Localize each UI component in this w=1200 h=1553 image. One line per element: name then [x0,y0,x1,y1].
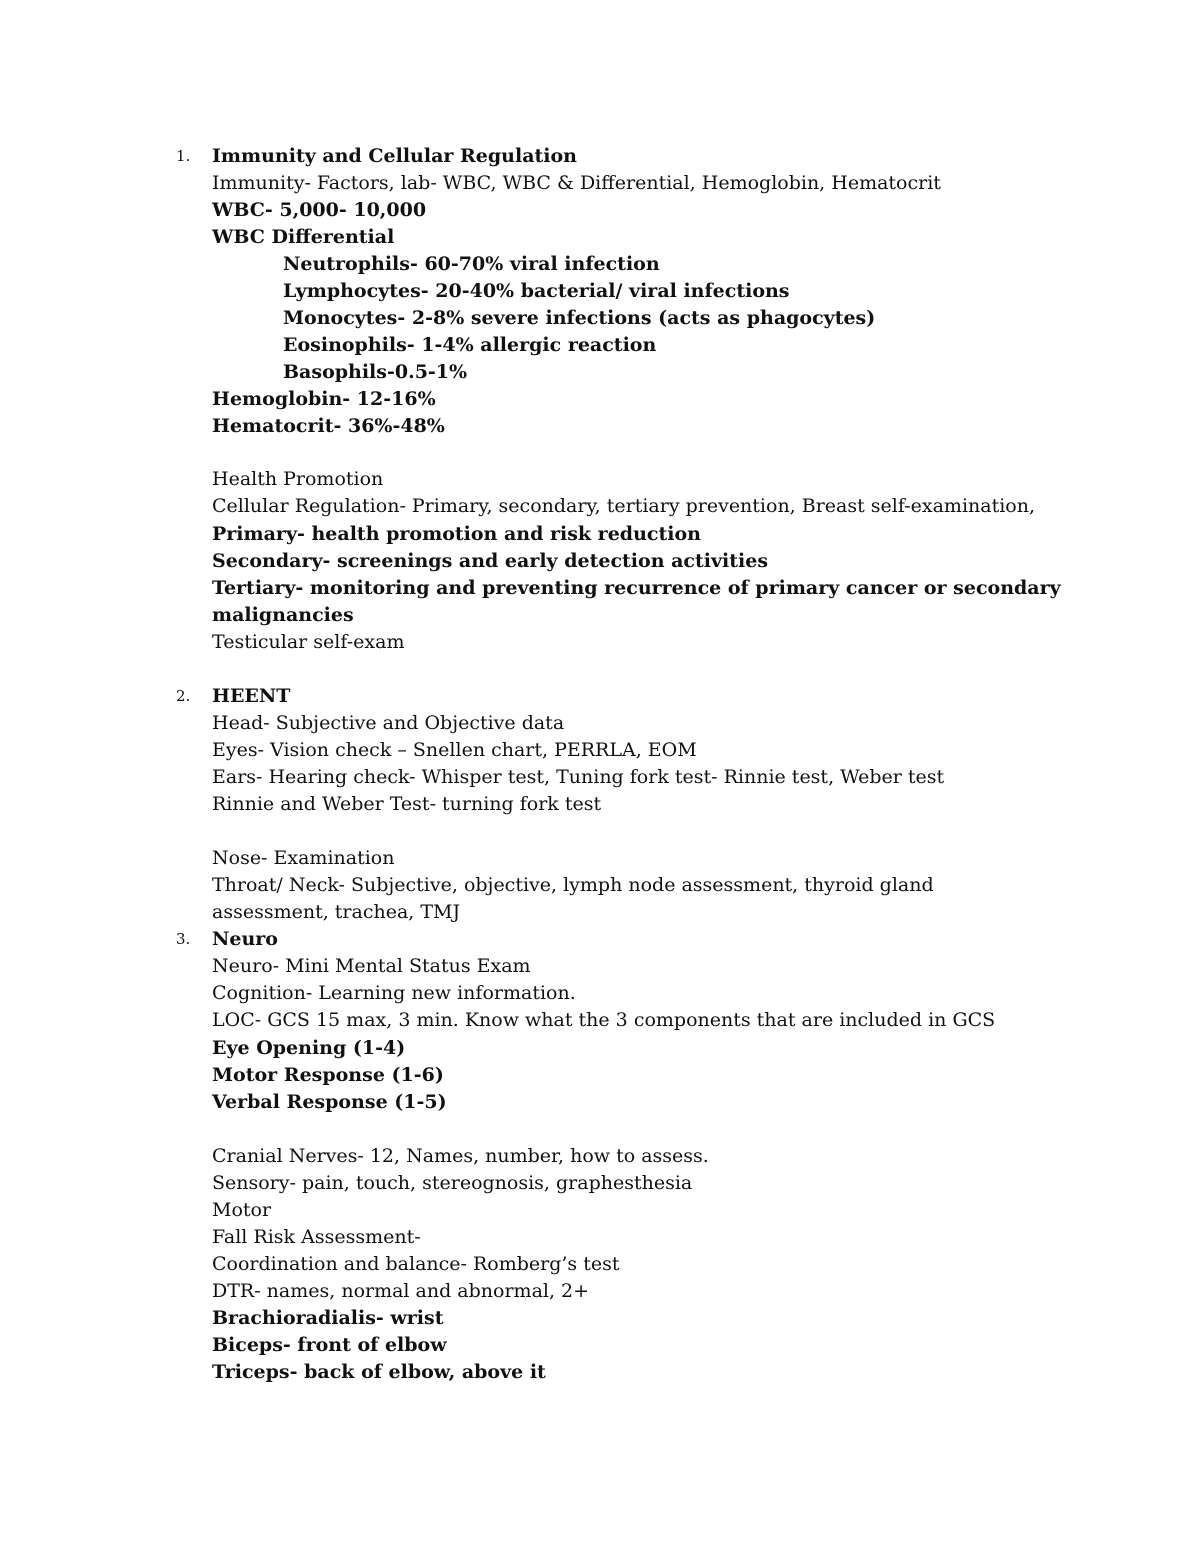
section-heading: HEENT [212,685,291,707]
text-line: Eye Opening (1-4) [212,1037,406,1059]
section-number: 1. [176,147,191,165]
text-line: Lymphocytes- 20-40% bacterial/ viral infections [283,280,790,302]
text-line: Secondary- screenings and early detection activities [212,550,769,572]
text-line: Eosinophils- 1-4% allergic reaction [283,334,657,356]
text-line: Neutrophils- 60-70% viral infection [283,253,660,275]
text-line: WBC Differential [212,226,395,248]
text-line: Testicular self-exam [212,631,405,653]
text-line: Motor [212,1199,272,1221]
section-heading: Immunity and Cellular Regulation [212,145,577,167]
text-line: Neuro- Mini Mental Status Exam [212,955,531,977]
text-line: Verbal Response (1-5) [212,1091,447,1113]
text-line: Rinnie and Weber Test- turning fork test [212,793,602,815]
text-line: Fall Risk Assessment- [212,1226,421,1248]
text-line: Head- Subjective and Objective data [212,712,565,734]
section-heading: Neuro [212,928,278,950]
text-line: Nose- Examination [212,847,395,869]
text-line: Eyes- Vision check – Snellen chart, PERRLA, EOM [212,739,697,761]
text-line: Monocytes- 2-8% severe infections (acts as phagocytes) [283,307,876,329]
text-line: Hemoglobin- 12-16% [212,388,436,410]
text-line: Primary- health promotion and risk reduction [212,523,701,545]
text-line: Immunity- Factors, lab- WBC, WBC & Differential, Hemoglobin, Hematocrit [212,172,941,194]
text-line: Hematocrit- 36%-48% [212,415,445,437]
text-line: Cellular Regulation- Primary, secondary, tertiary prevention, Breast self-examination, [212,495,1036,517]
text-line: Cranial Nerves- 12, Names, number, how to assess. [212,1145,709,1167]
text-line: Health Promotion [212,468,384,490]
section-number: 2. [176,687,191,705]
text-line: Triceps- back of elbow, above it [212,1361,546,1383]
text-line: Basophils-0.5-1% [283,361,468,383]
text-line: WBC- 5,000- 10,000 [212,199,427,221]
text-line: Brachioradialis- wrist [212,1307,444,1329]
text-line: Ears- Hearing check- Whisper test, Tuning fork test- Rinnie test, Weber test [212,766,945,788]
text-line: Biceps- front of elbow [212,1334,447,1356]
text-line: Tertiary- monitoring and preventing recurrence of primary cancer or secondary [212,577,1061,599]
section-number: 3. [176,930,191,948]
text-line: Coordination and balance- Romberg’s test [212,1253,620,1275]
text-line: Motor Response (1-6) [212,1064,444,1086]
text-line: LOC- GCS 15 max, 3 min. Know what the 3 components that are included in GCS [212,1009,996,1031]
text-line: malignancies [212,604,354,626]
text-line: DTR- names, normal and abnormal, 2+ [212,1280,590,1302]
text-line: assessment, trachea, TMJ [212,901,461,923]
text-line: Throat/ Neck- Subjective, objective, lymph node assessment, thyroid gland [212,874,934,896]
text-line: Sensory- pain, touch, stereognosis, graphesthesia [212,1172,693,1194]
text-line: Cognition- Learning new information. [212,982,576,1004]
